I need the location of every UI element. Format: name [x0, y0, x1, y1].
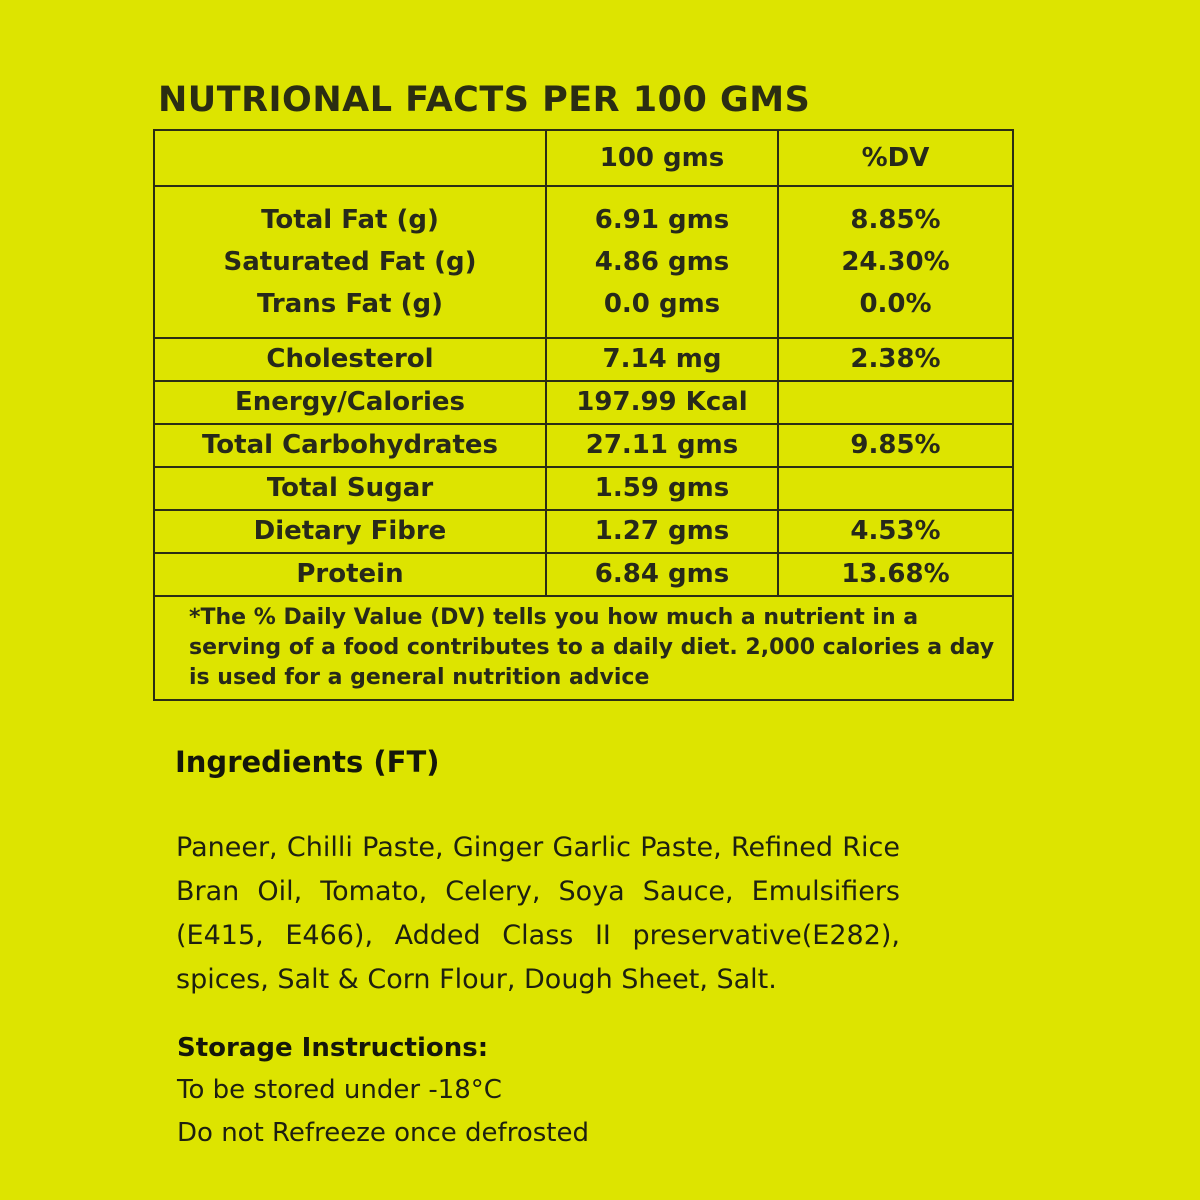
trans-fat-label: Trans Fat (g): [257, 289, 443, 319]
nutrient-amount: 6.84 gms: [546, 553, 778, 596]
table-header-row: [154, 130, 1013, 186]
nutrient-amount: 7.14 mg: [546, 338, 778, 381]
nutrient-name: Total Sugar: [154, 467, 546, 510]
storage-heading: Storage Instructions:: [177, 1033, 489, 1063]
nutrition-table: [153, 129, 1014, 701]
trans-fat-amount: 0.0 gms: [603, 289, 721, 319]
dv-footnote: *The % Daily Value (DV) tells you how much a nutrient in a serving of a food contributes to a daily diet. 2,000 calories a day is used for a general nutrition advice: [154, 596, 1013, 700]
fat-dv: [778, 186, 1013, 338]
nutrient-name: Protein: [154, 553, 546, 596]
table-row: [154, 424, 1013, 467]
table-row: [154, 381, 1013, 424]
total-fat-label: Total Fat (g): [261, 205, 439, 235]
header-amount: 100 gms: [546, 130, 778, 186]
total-fat-amount: 6.91 gms: [594, 205, 730, 235]
ingredients-text: Paneer, Chilli Paste, Ginger Garlic Paste, Refined Rice Bran Oil, Tomato, Celery, Soya Sauce, Emulsifiers (E415, E466), Added Class II preservative(E282), spices, Salt & Corn Flour, Dough Sheet, Salt.: [176, 832, 900, 995]
header-dv: %DV: [778, 130, 1013, 186]
table-row: [154, 510, 1013, 553]
nutrient-dv: [778, 467, 1013, 510]
ingredients-heading: Ingredients (FT): [175, 745, 440, 779]
nutrient-dv: 2.38%: [778, 338, 1013, 381]
nutrient-dv: [778, 381, 1013, 424]
header-nutrient: [154, 130, 546, 186]
nutrient-name: Total Carbohydrates: [154, 424, 546, 467]
nutrient-amount: 1.27 gms: [546, 510, 778, 553]
nutrient-dv: 9.85%: [778, 424, 1013, 467]
storage-line-refreeze: Do not Refreeze once defrosted: [177, 1118, 589, 1148]
footnote-row: [154, 596, 1013, 700]
nutrient-amount: 27.11 gms: [546, 424, 778, 467]
table-row: [154, 553, 1013, 596]
nutrient-name: Dietary Fibre: [154, 510, 546, 553]
fat-row: [154, 186, 1013, 338]
fat-names: [154, 186, 546, 338]
table-row: [154, 338, 1013, 381]
table-row: [154, 467, 1013, 510]
nutrient-dv: 13.68%: [778, 553, 1013, 596]
nutrient-amount: 1.59 gms: [546, 467, 778, 510]
nutrient-dv: 4.53%: [778, 510, 1013, 553]
nutrient-amount: 197.99 Kcal: [546, 381, 778, 424]
storage-line-temperature: To be stored under -18°C: [177, 1075, 502, 1105]
nutrient-name: Cholesterol: [154, 338, 546, 381]
fat-amounts: [546, 186, 778, 338]
nutrient-name: Energy/Calories: [154, 381, 546, 424]
nutrition-title: NUTRIONAL FACTS PER 100 GMS: [158, 80, 811, 120]
saturated-fat-label: Saturated Fat (g): [223, 247, 477, 277]
saturated-fat-amount: 4.86 gms: [594, 247, 730, 277]
total-fat-dv: 8.85%: [850, 205, 941, 235]
trans-fat-dv: 0.0%: [859, 289, 932, 319]
saturated-fat-dv: 24.30%: [841, 247, 950, 277]
